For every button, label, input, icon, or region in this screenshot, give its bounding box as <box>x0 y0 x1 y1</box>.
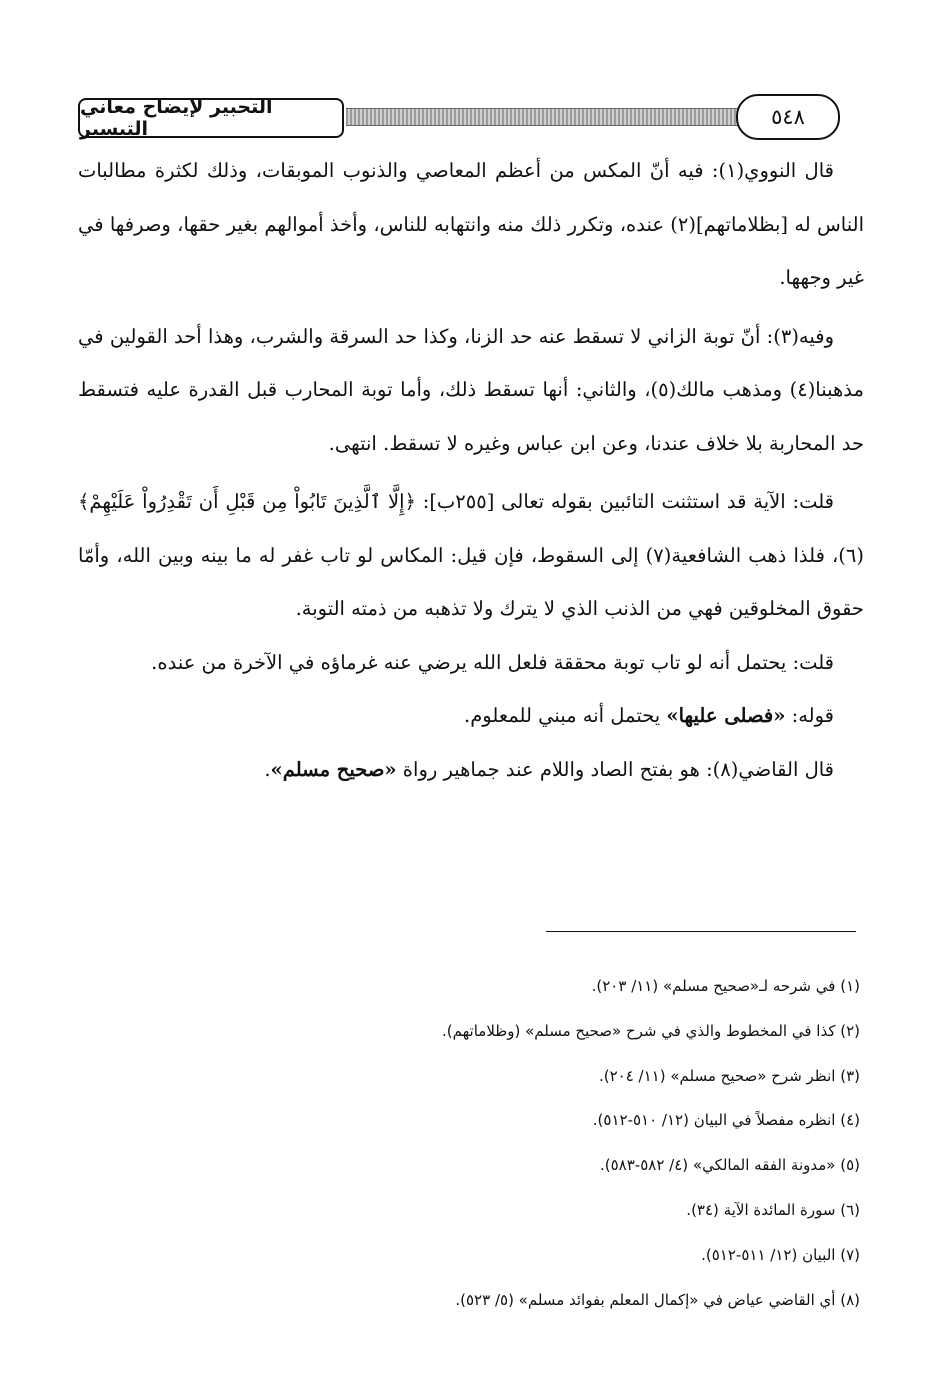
paragraph-1: قال النووي(١): فيه أنّ المكس من أعظم المعاصي والذنوب الموبقات، وذلك لكثرة مطالبات الناس له [بظلاماتهم](٢) عنده، وتكرر ذلك منه وانتهابه للناس، وأخذ أموالهم بغير حقها، وصرفها في غير وجهها. <box>78 159 864 289</box>
footnote-2: (٢) كذا في المخطوط والذي في شرح «صحيح مسلم» (وظلاماتهم). <box>442 1021 860 1040</box>
quoted-phrase: «فصلى عليها» <box>666 704 786 727</box>
footnote-6: (٦) سورة المائدة الآية (٣٤). <box>686 1200 860 1219</box>
footnote-3: (٣) انظر شرح «صحيح مسلم» (١١/ ٢٠٤). <box>598 1066 860 1085</box>
footnote-4: (٤) انظره مفصلاً في البيان (١٢/ ٥١٠-٥١٢). <box>592 1111 860 1130</box>
paragraph-6-start: قال القاضي(٨): هو بفتح الصاد واللام عند جماهير رواة <box>396 757 834 781</box>
page-number: ٥٤٨ <box>736 94 840 140</box>
paragraph-2: وفيه(٣): أنّ توبة الزاني لا تسقط عنه حد الزنا، وكذا حد السرقة والشرب، وهذا أحد القولين في مذهبنا(٤) ومذهب مالك(٥)، والثاني: أنها تسقط ذلك، وأما توبة المحارب قبل القدرة عليه فتسقط حد المحاربة بلا خلاف عندنا، وعن ابن عباس وغيره لا تسقط. انتهى. <box>78 324 864 455</box>
footnote-7: (٧) البيان (١٢/ ٥١١-٥١٢). <box>701 1245 860 1264</box>
paragraph-6-end: . <box>264 757 271 781</box>
footnote-1: (١) في شرحه لـ«صحيح مسلم» (١١/ ٢٠٣). <box>591 977 860 995</box>
paragraph-5-end: يحتمل أنه مبني للمعلوم. <box>464 704 667 727</box>
book-title: التحبير لإيضاح معاني التيسير <box>78 98 344 138</box>
main-text <box>78 144 864 796</box>
paragraph-6 <box>78 743 864 797</box>
paragraph-5-start: قوله: <box>785 704 834 727</box>
footnote-5: (٥) «مدونة الفقه المالكي» (٤/ ٥٨٢-٥٨٣). <box>600 1156 860 1175</box>
footnote-8: (٨) أي القاضي عياض في «إكمال المعلم بفوائد مسلم» (٥/ ٥٢٣). <box>455 1290 860 1309</box>
book-reference: «صحيح مسلم» <box>270 757 397 781</box>
footnote-divider <box>546 931 856 932</box>
page-header <box>78 92 864 140</box>
footnotes <box>300 964 860 1322</box>
paragraph-3: قلت: الآية قد استثنت التائبين بقوله تعالى [٢٥٥ب]: ﴿إِلَّا ٱلَّذِينَ تَابُواْ مِن قَبْلِ أَن تَقْدِرُواْ عَلَيْهِمْ﴾ (٦)، فلذا ذهب الشافعية(٧) إلى السقوط، فإن قيل: المكاس لو تاب غفر له ما بينه وبين الله، وأمّا حقوق المخلوقين فهي من الذنب الذي لا يترك ولا تذهبه من ذمته التوبة. <box>78 490 864 620</box>
paragraph-4: قلت: يحتمل أنه لو تاب توبة محققة فلعل الله يرضي عنه غرماؤه في الآخرة من عنده. <box>151 650 834 674</box>
paragraph-5 <box>78 689 864 743</box>
